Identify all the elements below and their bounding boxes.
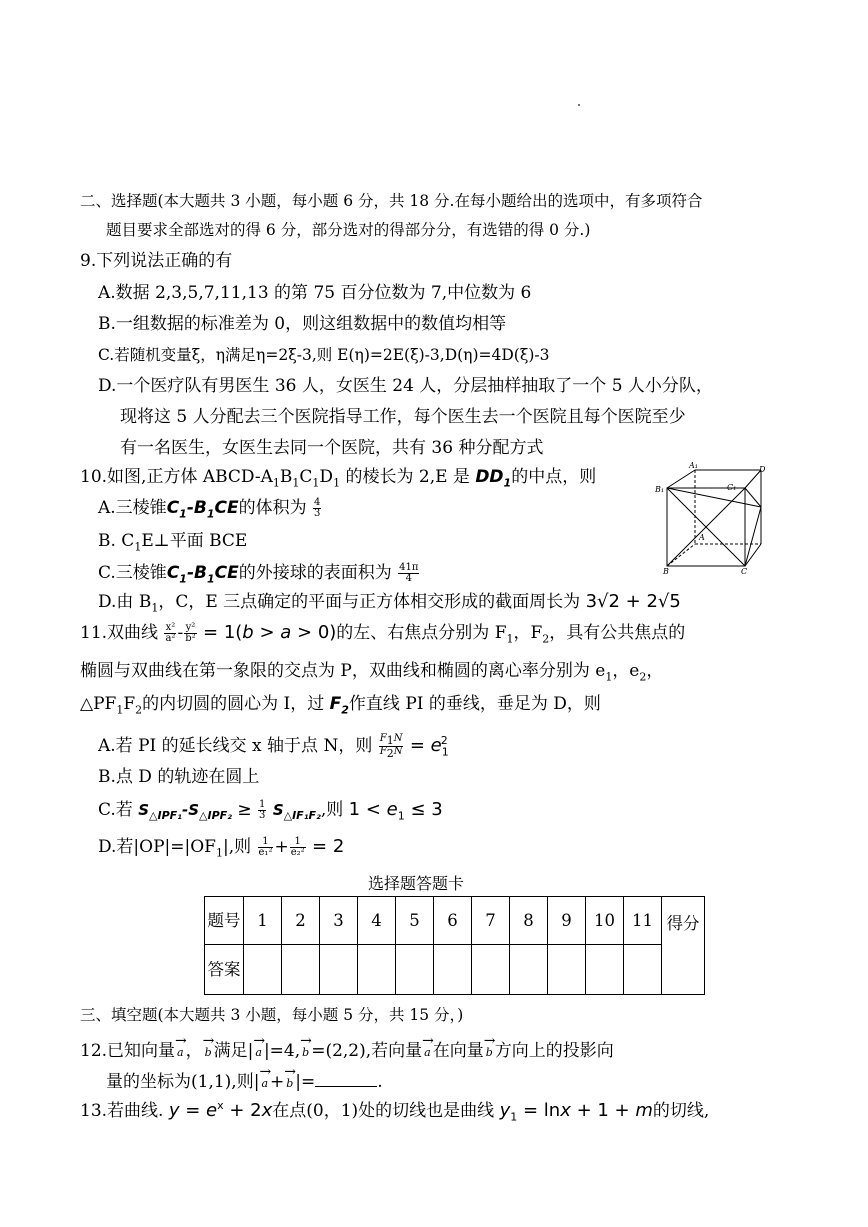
- label-b: B: [663, 567, 669, 574]
- answer-cell[interactable]: [320, 945, 358, 995]
- cell-number: 6: [434, 897, 472, 945]
- label-a: A: [699, 533, 705, 542]
- q11-line3: $\triangle PF_1F_2$的内切圆的圆心为 I，过 $F_2$作直线 PI 的垂线，垂足为 D，则: [80, 694, 601, 717]
- section2-line2: 题目要求全部选对的得 6 分，部分选对的得部分分，有选错的得 0 分.): [106, 221, 591, 239]
- q11-option-a: A.若 PI 的延长线交 x 轴于点 N，则 $\frac{F_1N}{F_2N}$ = $e_1^2$: [98, 733, 449, 760]
- score-cell: [662, 897, 705, 995]
- q11-line2: 椭圆与双曲线在第一象限的交点为 P，双曲线和椭圆的离心率分别为 $e_1$，$e_2$，: [80, 661, 664, 684]
- cell-number: 8: [510, 897, 548, 945]
- cell-number: 9: [548, 897, 586, 945]
- label-c1: C₁: [727, 483, 737, 492]
- cell-number: 2: [282, 897, 320, 945]
- answer-cell[interactable]: [358, 945, 396, 995]
- cell-number: 7: [472, 897, 510, 945]
- section3-header: 三、填空题(本大题共 3 小题，每小题 5 分，共 15 分，): [80, 1006, 464, 1024]
- cube-figure: [655, 462, 770, 574]
- table-row: [205, 897, 705, 945]
- answer-card-table: [204, 896, 705, 995]
- q13-line1: 13.若曲线. $y = e^x + 2x$在点(0，1)处的切线也是曲线 $y_1 = \ln x + 1 + m$的切线,: [80, 1099, 710, 1124]
- q11-stem: 11.双曲线 $\frac{\text{x²}}{\text{a²}}$ - $\frac{\text{y²}}{\text{b²}}$ = 1(b > a > 0)的左、右焦点分别为 $F_1$，$F_2$，具有公共焦点的: [80, 622, 686, 646]
- label-d: D: [759, 465, 766, 474]
- answer-cell[interactable]: [510, 945, 548, 995]
- q9-option-b: B.一组数据的标准差为 0，则这组数据中的数值均相等: [98, 314, 507, 334]
- answer-blank[interactable]: [315, 1072, 377, 1087]
- answer-cell[interactable]: [624, 945, 662, 995]
- answer-cell[interactable]: [434, 945, 472, 995]
- q9-option-d-line2: 现将这 5 人分配去三个医院指导工作，每个医生去一个医院且每个医院至少: [120, 407, 686, 427]
- q11-option-c: C.若 $S_{\triangle IPF_1}-S_{\triangle IPF_2}$ ≥ $\frac{1}{3}$ $S_{\triangle IF_1F_2}$,则 $1 < e_1 \le 3$: [98, 799, 443, 823]
- row-head-answer: 答案: [205, 945, 244, 995]
- fraction: $\frac{\text{y²}}{\text{b²}}$: [185, 622, 196, 644]
- q11-option-b: B.点 D 的轨迹在圆上: [98, 767, 260, 787]
- answer-cell[interactable]: [244, 945, 282, 995]
- q11-option-d: D.若$|OP|=|OF_1|$,则 $\frac{1}{\text{e₁²}}$ + $\frac{1}{\text{e₂²}}$ = 2: [98, 836, 345, 860]
- fraction: $\frac{41\pi}{4}$: [399, 562, 419, 584]
- section2-line1: 二、选择题(本大题共 3 小题，每小题 6 分，共 18 分.在每小题给出的选项中，有多项符合: [80, 192, 703, 210]
- fraction: $\frac{F_1N}{F_2N}$: [379, 733, 403, 760]
- fraction: $\frac{4}{3}$: [314, 497, 321, 519]
- cell-number: 5: [396, 897, 434, 945]
- answer-card-title: 选择题答题卡: [368, 874, 465, 893]
- fraction: $\frac{1}{\text{e₁²}}$: [258, 836, 273, 858]
- q10-option-b: B. $C_1E\perp$平面 BCE: [98, 531, 248, 554]
- cell-number: 11: [624, 897, 662, 945]
- q9-option-d-line1: D.一个医疗队有男医生 36 人，女医生 24 人，分层抽样抽取了一个 5 人小分队，: [98, 376, 713, 396]
- label-b1: B₁: [655, 485, 665, 494]
- cell-number: 10: [586, 897, 624, 945]
- answer-cell[interactable]: [396, 945, 434, 995]
- fraction: $\frac{1}{3}$: [259, 799, 266, 821]
- q10-option-d: D.由 $B_1$，C，E 三点确定的平面与正方体相交形成的截面周长为 3√2 + 2√5: [98, 591, 681, 615]
- answer-cell[interactable]: [472, 945, 510, 995]
- q9-option-c: C.若随机变量ξ，η满足η=2ξ-3,则 E(η)=2E(ξ)-3,D(η)=4D(ξ)-3: [98, 346, 550, 364]
- label-c: C: [741, 567, 748, 574]
- q9-stem: 9.下列说法正确的有: [80, 251, 233, 271]
- table-row: [205, 945, 705, 995]
- q10-option-a: A.三棱锥$C_1-B_1CE$的体积为 $\frac{4}{3}$: [98, 497, 321, 521]
- cell-number: 1: [244, 897, 282, 945]
- label-a1: A₁: [689, 462, 698, 470]
- row-head-number: 题号: [205, 897, 244, 945]
- cell-number: 4: [358, 897, 396, 945]
- cell-number: 3: [320, 897, 358, 945]
- q10-option-c: C.三棱锥$C_1-B_1CE$的外接球的表面积为 $\frac{41\pi}{4}$: [98, 562, 419, 586]
- q12-line1: 12.已知向量→ a ，→ b 满足|→ a |=4,→ b =(2,2),若向量→ a 在向量→ b 方向上的投影向: [80, 1035, 614, 1063]
- q12-line2: 量的坐标为(1,1),则|→ a +→ b |= .: [106, 1066, 383, 1094]
- answer-cell[interactable]: [548, 945, 586, 995]
- q10-stem: 10.如图,正方体 ABCD-$A_1B_1C_1D_1$ 的棱长为 2,E 是 $DD_1$的中点，则: [80, 467, 597, 490]
- speck: [578, 104, 580, 106]
- q9-option-a: A.数据 2,3,5,7,11,13 的第 75 百分位数为 7,中位数为 6: [98, 283, 532, 303]
- fraction: $\frac{\text{x²}}{\text{a²}}$: [165, 622, 176, 644]
- answer-cell[interactable]: [282, 945, 320, 995]
- fraction: $\frac{1}{\text{e₂²}}$: [290, 836, 305, 858]
- answer-cell[interactable]: [586, 945, 624, 995]
- score-label: 得分: [666, 913, 700, 933]
- q9-option-d-line3: 有一名医生，女医生去同一个医院，共有 36 种分配方式: [120, 438, 544, 458]
